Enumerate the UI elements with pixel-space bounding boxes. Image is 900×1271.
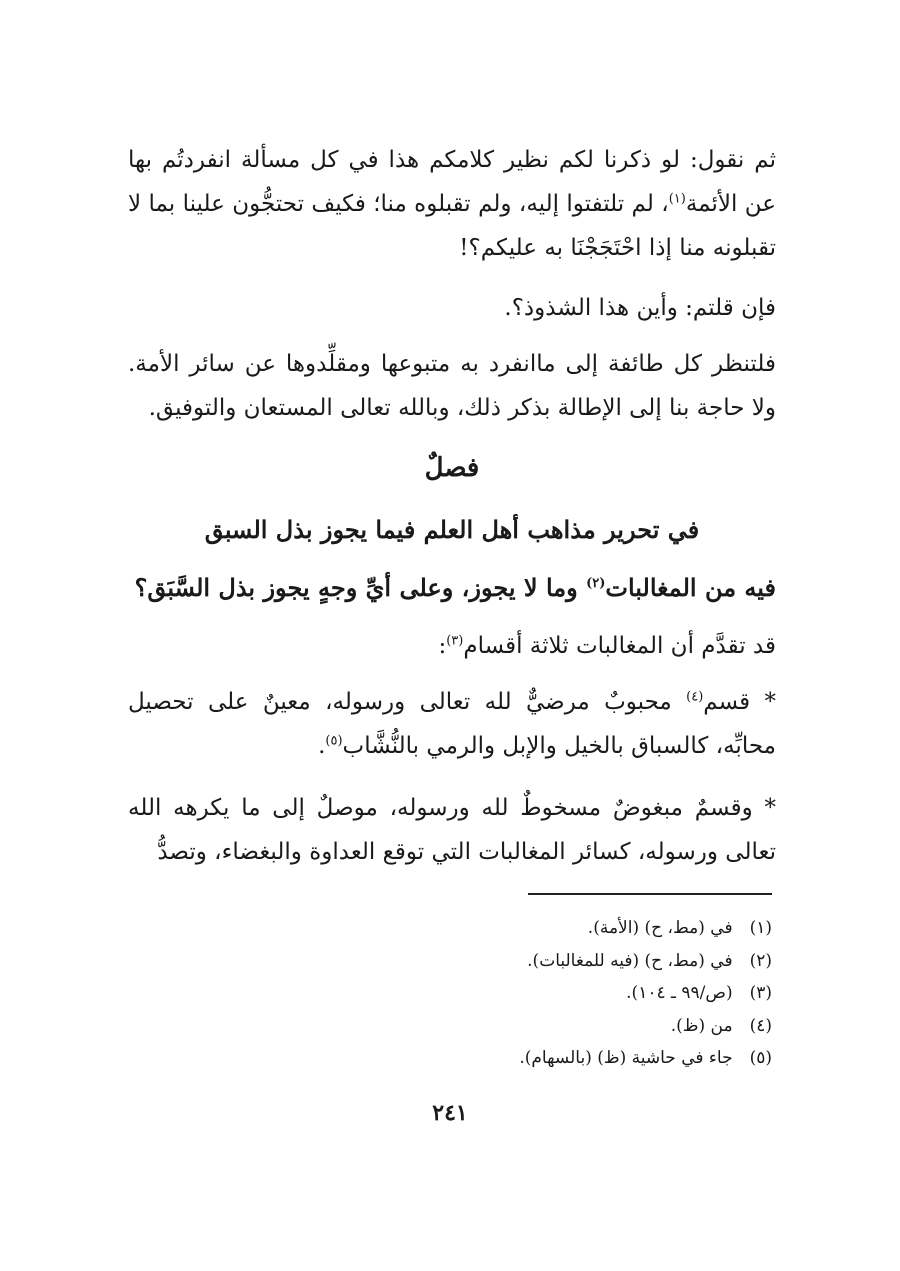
footnote-item [400,912,772,945]
paragraph-5-text-c: . [318,733,326,759]
footnote-item [400,1042,772,1075]
paragraph-1-text-b: ، لم تلتفتوا إليه، ولم تقبلوه منا؛ فكيف تحتجُّون علينا بما لا تقبلونه منا إذا احْتَجَجْنَا به عليكم؟! [128,191,776,261]
footnote-number: (٥) [749,1048,772,1068]
footnote-text: من (ظ). [670,1015,733,1036]
footnote-text: في (مط، ح) (الأمة). [587,918,733,938]
page-number: ٢٤١ [432,1100,468,1126]
paragraph-1-text-a: ثم نقول: لو ذكرنا لكم نظير كلامكم هذا في كل مسألة انفردتُم بها عن الأئمة [128,147,776,217]
paragraph-6: * وقسمٌ مبغوضٌ مسخوطٌ لله ورسوله، موصلٌ إلى ما يكرهه الله تعالى ورسوله، كسائر المغالبات التي توقع العداوة والبغضاء، وتصدُّ [128,795,776,865]
footnotes-list [400,912,772,1075]
footnote-number: (٤) [749,1015,772,1036]
footnote-text: (ص/٩٩ ـ ١٠٤). [626,983,733,1003]
paragraph-3: فلتنظر كل طائفة إلى ماانفرد به متبوعها ومقلِّدوها عن سائر الأمة. ولا حاجة بنا إلى الإطالة بذكر ذلك، وبالله تعالى المستعان والتوفيق. [128,351,776,421]
footnote-number: (٢) [749,950,772,971]
paragraph-1 [128,138,776,270]
section-title-line-2-text-a: فيه من المغالبات [605,573,776,602]
footnote-item [400,1010,772,1043]
paragraph-5-text-b: محبوبٌ مرضيٌّ لله تعالى ورسوله، معينٌ على تحصيل محابِّه، كالسباق بالخيل والإبل والرمي بالنُّشَّاب [128,689,776,759]
paragraph-4-text-a: قد تقدَّم أن المغالبات ثلاثة أقسام [463,633,776,659]
footnote-number: (١) [749,918,772,938]
paragraph-2: فإن قلتم: وأين هذا الشذوذ؟. [504,295,776,321]
footnote-text: في (مط، ح) (فيه للمغالبات). [527,950,733,971]
footnote-ref-4: (٤) [686,689,704,705]
footnote-ref-5: (٥) [325,733,343,749]
footnote-ref-3: (٣) [446,633,464,649]
footnote-text: جاء في حاشية (ظ) (بالسهام). [519,1048,733,1068]
footnote-divider [528,893,772,895]
paragraph-4-text-b: : [438,633,447,659]
section-title-line-2-text-b: وما لا يجوز، وعلى أيِّ وجهٍ يجوز بذل السَّبَق؟ [134,573,587,602]
footnote-item [400,977,772,1010]
section-title-line-1: في تحرير مذاهب أهل العلم فيما يجوز بذل السبق [204,515,700,544]
footnote-ref-2: (٢) [586,576,606,591]
section-heading-fasl: فصلٌ [424,453,480,483]
footnote-item [400,945,772,978]
paragraph-5-text-a: * قسم [703,689,777,715]
paragraph-5 [128,680,776,768]
footnote-number: (٣) [749,983,772,1003]
paragraph-4 [128,624,776,668]
footnote-ref-1: (١) [668,191,686,207]
section-title-line-2 [128,566,776,610]
